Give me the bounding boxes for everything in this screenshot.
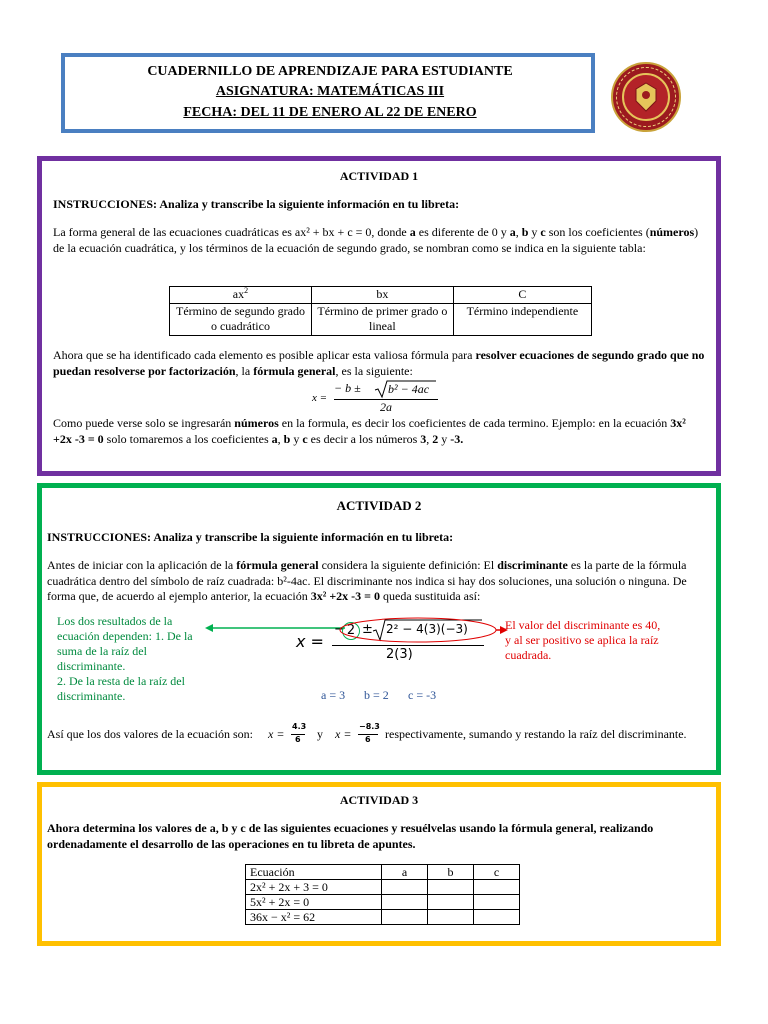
table-row: [246, 865, 520, 880]
table-row: [246, 880, 520, 895]
equations-header-c: c: [474, 865, 520, 880]
green-note: Los dos resultados de la ecuación dependen: 1. De la suma de la raíz del discriminante. 2. De la resta de la raíz del discriminante.: [57, 614, 193, 703]
activity-1-paragraph-3: Como puede verse solo se ingresarán números en la formula, es decir los coeficientes de cada termino. Ejemplo: en la ecuación 3x² +2x -3 = 0 solo tomaremos a los coeficientes a, b y c es decir a los números 3, 2 y -3.: [53, 416, 686, 446]
equation-cell: 36x − x² = 62: [246, 910, 382, 925]
red-note: El valor del discriminante es 40, y al ser positivo se aplica la raíz cuadrada.: [505, 618, 661, 662]
terms-table: [169, 286, 592, 336]
answer-cell-c[interactable]: [474, 880, 520, 895]
answer-cell-c[interactable]: [474, 910, 520, 925]
answer-cell-b[interactable]: [428, 895, 474, 910]
table-row: [246, 895, 520, 910]
terms-cell-quadratic: Término de segundo grado o cuadrático: [170, 303, 312, 335]
equation-cell: 2x² + 2x + 3 = 0: [246, 880, 382, 895]
table-row: [246, 910, 520, 925]
coef-a: a = 3: [321, 688, 346, 702]
activity-1-paragraph-2: Ahora que se ha identificado cada elemento es posible aplicar esta valiosa fórmula para resolver ecuaciones de segundo grado que no puedan resolverse por factorización, la fórmula general, es la siguiente:: [53, 348, 705, 378]
activity-2-instructions: INSTRUCCIONES: Analiza y transcribe la siguiente información en tu libreta:: [47, 530, 454, 544]
activity-3-title: ACTIVIDAD 3: [339, 793, 419, 807]
equations-table: [245, 864, 520, 925]
substituted-formula: x = − 2 ± 2² − 4(3)(−3) 2(3): [296, 618, 496, 668]
coef-c: c = -3: [408, 688, 437, 702]
equations-header-a: a: [382, 865, 428, 880]
activity-1-instructions: INSTRUCCIONES: Analiza y transcribe la siguiente información en tu libreta:: [53, 197, 460, 211]
terms-header-bx: bx: [311, 287, 453, 304]
red-arrow-icon: [338, 615, 508, 645]
answer-cell-b[interactable]: [428, 880, 474, 895]
header-line-1: CUADERNILLO DE APRENDIZAJE PARA ESTUDIANTE: [147, 64, 513, 79]
header-line-3: FECHA: DEL 11 DE ENERO AL 22 DE ENERO: [183, 105, 477, 120]
activity-1-title: ACTIVIDAD 1: [339, 169, 419, 183]
answer-cell-a[interactable]: [382, 895, 428, 910]
answer-cell-c[interactable]: [474, 895, 520, 910]
coef-b: b = 2: [364, 688, 389, 702]
terms-cell-independent: Término independiente: [453, 303, 591, 335]
equations-header-b: b: [428, 865, 474, 880]
circled-b-value: 2: [342, 622, 360, 640]
header-line-2: ASIGNATURA: MATEMÁTICAS III: [215, 84, 445, 99]
answer-cell-a[interactable]: [382, 910, 428, 925]
activity-3-instructions: Ahora determina los valores de a, b y c de las siguientes ecuaciones y resuélvelas usando la fórmula general, realizando ordenadamente el desarrollo de las operaciones en tu libreta de apuntes.: [47, 821, 654, 851]
answer-cell-b[interactable]: [428, 910, 474, 925]
general-formula: x = − b ± b² − 4ac 2a: [312, 378, 472, 418]
equations-header-ecuacion: Ecuación: [246, 865, 382, 880]
answer-cell-a[interactable]: [382, 880, 428, 895]
activity-2-result-line: Así que los dos valores de la ecuación son: x = 4.3 6 y x = −8.3 6 respectivamente, sumando y restando la raíz del discriminante.: [47, 722, 687, 744]
terms-cell-linear: Término de primer grado o lineal: [311, 303, 453, 335]
terms-header-ax2: $ax^2$: [170, 287, 312, 304]
activity-2-paragraph-1: Antes de iniciar con la aplicación de la fórmula general considera la siguiente definición: El discriminante es la parte de la fórmula cuadrática dentro del símbolo de raíz cuadrada: b²-4ac. El discriminante nos indica si hay dos soluciones, una solución o ninguna. De forma que, de acuerdo al ejemplo anterior, la ecuación 3x² +2x -3 = 0 queda sustituida así:: [47, 558, 687, 604]
school-seal-logo: [611, 62, 681, 132]
equation-cell: 5x² + 2x = 0: [246, 895, 382, 910]
activity-1-paragraph-1: La forma general de las ecuaciones cuadráticas es ax² + bx + c = 0, donde a es diferente de 0 y a, b y c son los coeficientes (números) de la ecuación cuadrática, y los términos de la ecuación de segundo grado, se nombran como se indica en la siguiente tabla:: [53, 225, 699, 255]
activity-2-title: ACTIVIDAD 2: [336, 498, 422, 513]
terms-header-c: C: [453, 287, 591, 304]
